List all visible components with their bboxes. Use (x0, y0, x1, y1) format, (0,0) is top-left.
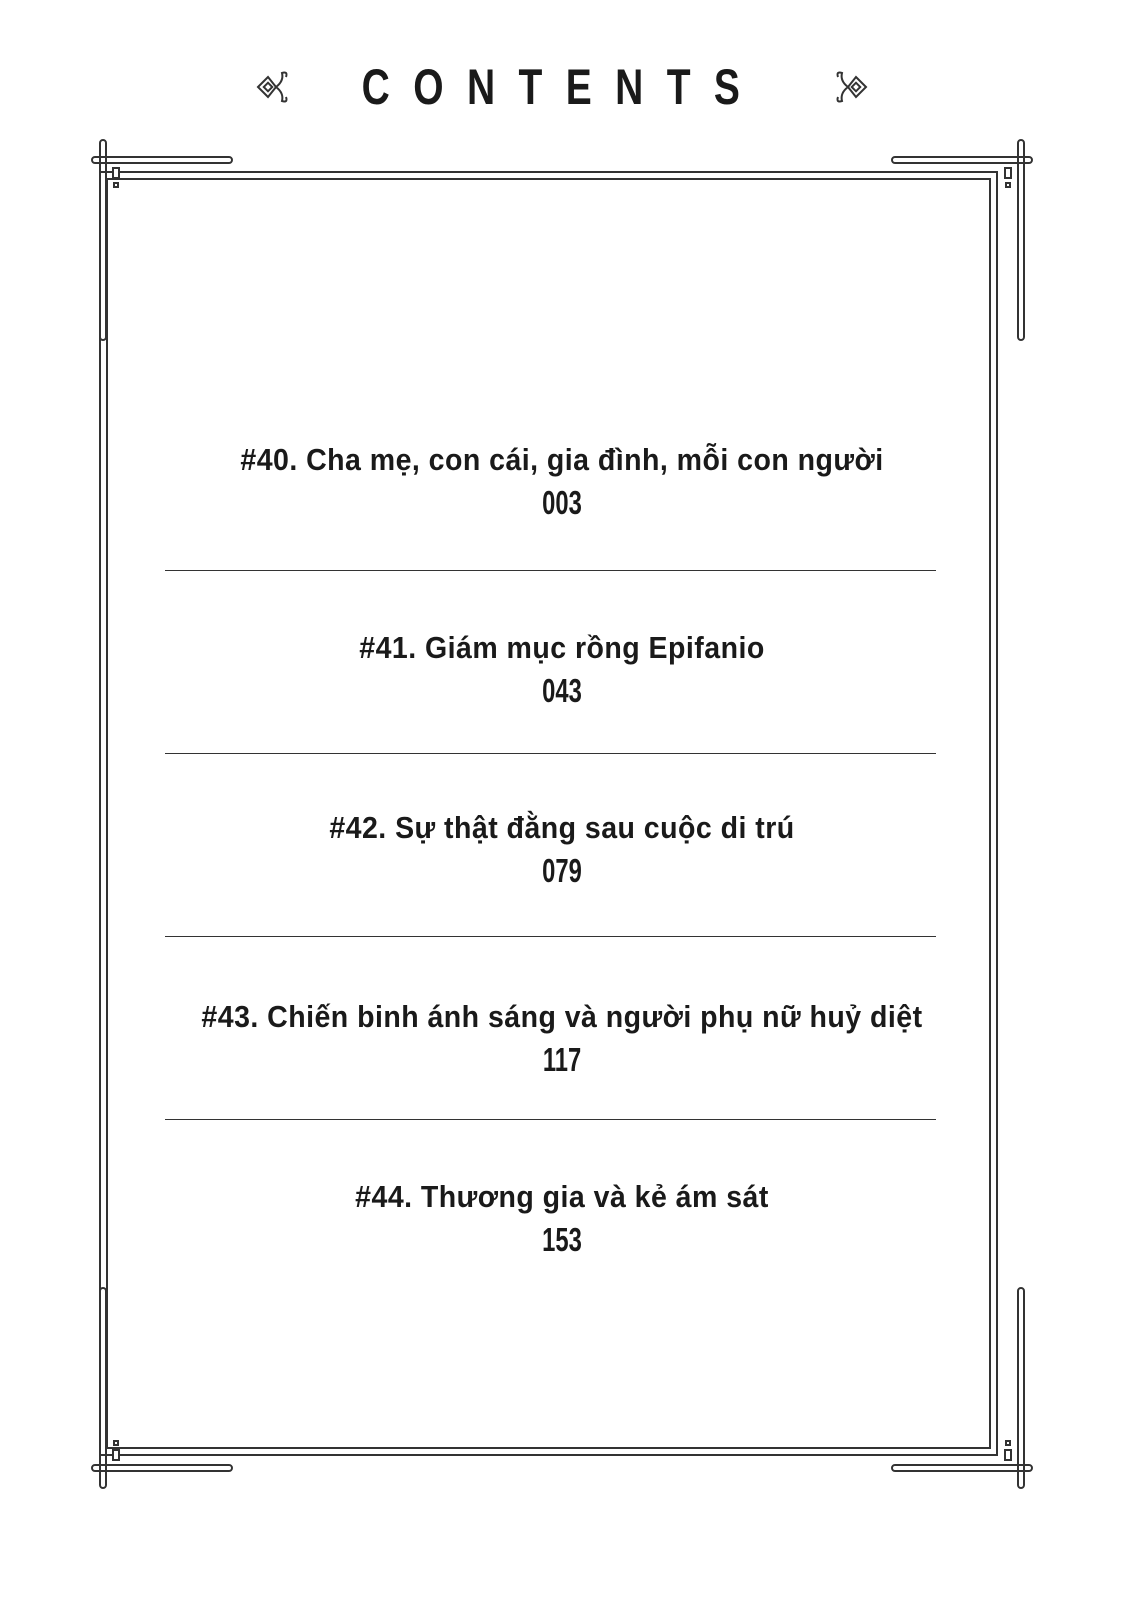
ornament-left-icon (254, 67, 290, 107)
page-title: CONTENTS (361, 59, 763, 115)
page-number: 003 (542, 484, 582, 521)
toc-entry (0, 810, 1124, 890)
toc-entry (0, 630, 1124, 710)
chapter-title: #44. Thương gia và kẻ ám sát (355, 1179, 769, 1214)
ornament-right-icon (834, 67, 870, 107)
toc-entry (0, 1179, 1124, 1259)
divider (165, 1119, 936, 1120)
chapter-title: #43. Chiến binh ánh sáng và người phụ nữ huỷ diệt (201, 999, 923, 1034)
chapter-title: #42. Sự thật đằng sau cuộc di trú (329, 810, 795, 845)
chapter-title: #41. Giám mục rồng Epifanio (359, 630, 765, 665)
page-number: 043 (542, 672, 582, 709)
page-number: 079 (542, 852, 582, 889)
divider (165, 570, 936, 571)
frame-corner-ornament (92, 140, 232, 340)
divider (165, 936, 936, 937)
page-number: 153 (542, 1221, 582, 1258)
chapter-title: #40. Cha mẹ, con cái, gia đình, mỗi con người (240, 442, 884, 477)
toc-entry (0, 442, 1124, 522)
divider (165, 753, 936, 754)
page-number: 117 (542, 1041, 582, 1078)
contents-header (0, 58, 1124, 118)
toc-entry (0, 999, 1124, 1079)
